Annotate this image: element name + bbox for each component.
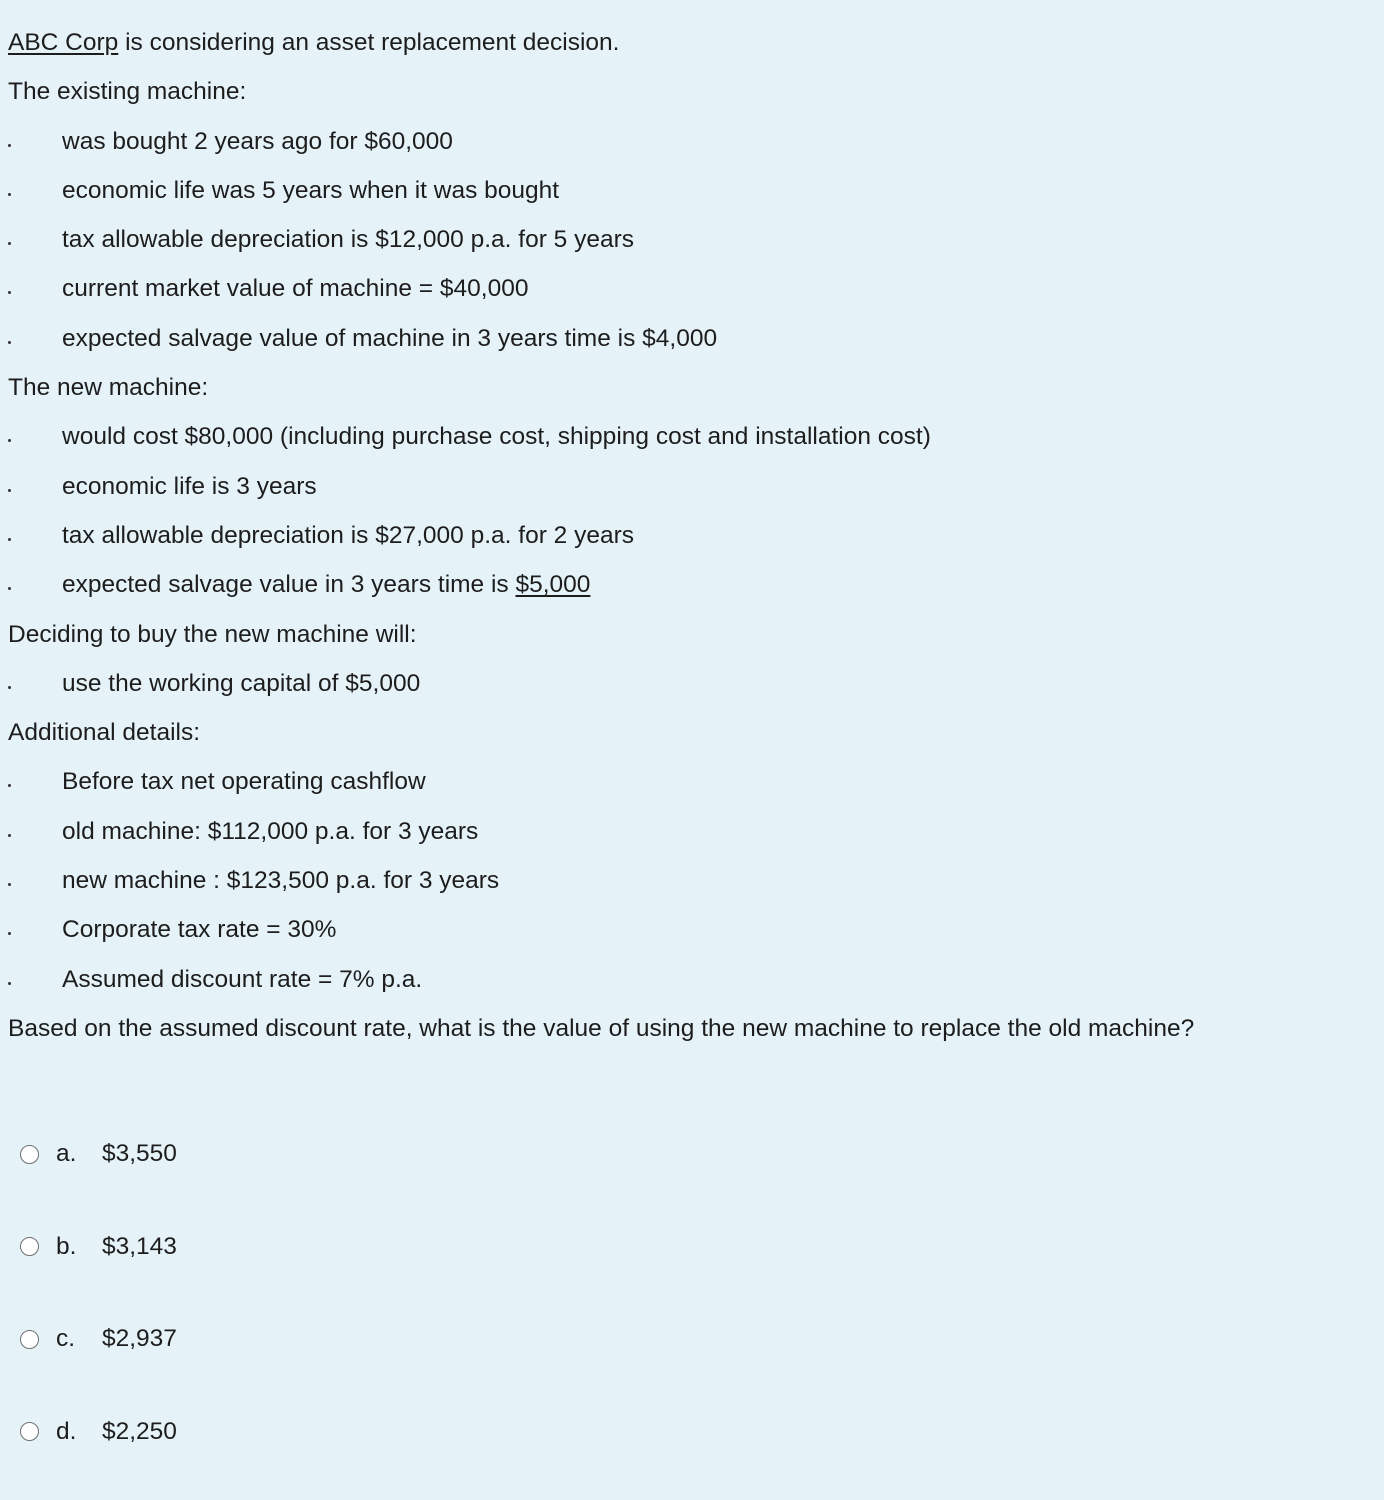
bullet-icon (8, 883, 11, 886)
list-item: Assumed discount rate = 7% p.a. (8, 961, 1368, 1010)
bullet-icon (8, 144, 11, 147)
option-letter: b. (56, 1232, 77, 1260)
list-item: new machine : $123,500 p.a. for 3 years (8, 862, 1368, 911)
intro-text: is considering an asset replacement decision. (118, 29, 620, 56)
radio-button[interactable] (20, 1237, 39, 1256)
option-value: $2,250 (102, 1417, 177, 1445)
list-item: tax allowable depreciation is $27,000 p.a. for 2 years (8, 517, 1368, 566)
bullet-icon (8, 538, 11, 541)
list-item: old machine: $112,000 p.a. for 3 years (8, 813, 1368, 862)
list-item: expected salvage value in 3 years time is $5,000 (8, 566, 1368, 615)
additional-heading: Additional details: (8, 719, 201, 747)
existing-heading: The existing machine: (8, 78, 247, 106)
list-item: was bought 2 years ago for $60,000 (8, 123, 1368, 172)
list-item: economic life is 3 years (8, 468, 1368, 517)
question-prompt: Based on the assumed discount rate, what is the value of using the new machine to replace the old machine? (8, 1014, 1195, 1042)
bullet-icon (8, 341, 11, 344)
bullet-icon (8, 439, 11, 442)
salvage-amount: $5,000 (515, 571, 591, 599)
list-item: would cost $80,000 (including purchase cost, shipping cost and installation cost) (8, 418, 1368, 467)
company-name: ABC Corp (8, 29, 119, 56)
answer-option-c[interactable] (20, 1315, 177, 1363)
bullet-icon (8, 932, 11, 935)
radio-button[interactable] (20, 1145, 39, 1164)
bullet-icon (8, 982, 11, 985)
radio-button[interactable] (20, 1422, 39, 1441)
list-item: use the working capital of $5,000 (8, 665, 1368, 714)
new-heading: The new machine: (8, 374, 209, 402)
list-item: current market value of machine = $40,000 (8, 270, 1368, 319)
option-value: $2,937 (102, 1325, 177, 1352)
bullet-icon (8, 291, 11, 294)
radio-button[interactable] (20, 1330, 39, 1349)
deciding-heading: Deciding to buy the new machine will: (8, 620, 417, 648)
bullet-icon (8, 587, 11, 590)
option-value: $3,143 (102, 1232, 177, 1260)
bullet-icon (8, 686, 11, 689)
list-item: economic life was 5 years when it was bought (8, 172, 1368, 221)
intro-line (8, 24, 1368, 73)
bullet-icon (8, 834, 11, 837)
option-letter: a. (56, 1140, 77, 1167)
option-letter: c. (56, 1325, 76, 1352)
list-item: Before tax net operating cashflow (8, 763, 1368, 812)
list-item: expected salvage value of machine in 3 years time is $4,000 (8, 320, 1368, 369)
list-item: Corporate tax rate = 30% (8, 911, 1368, 960)
question-text (8, 24, 1368, 1059)
list-item: tax allowable depreciation is $12,000 p.a. for 5 years (8, 221, 1368, 270)
bullet-icon (8, 784, 11, 787)
answer-option-d[interactable] (20, 1408, 177, 1456)
answer-options (20, 1130, 177, 1500)
option-value: $3,550 (102, 1140, 177, 1167)
bullet-icon (8, 489, 11, 492)
option-letter: d. (56, 1417, 77, 1445)
bullet-icon (8, 193, 11, 196)
answer-option-a[interactable] (20, 1130, 177, 1178)
answer-option-b[interactable] (20, 1223, 177, 1271)
bullet-icon (8, 242, 11, 245)
